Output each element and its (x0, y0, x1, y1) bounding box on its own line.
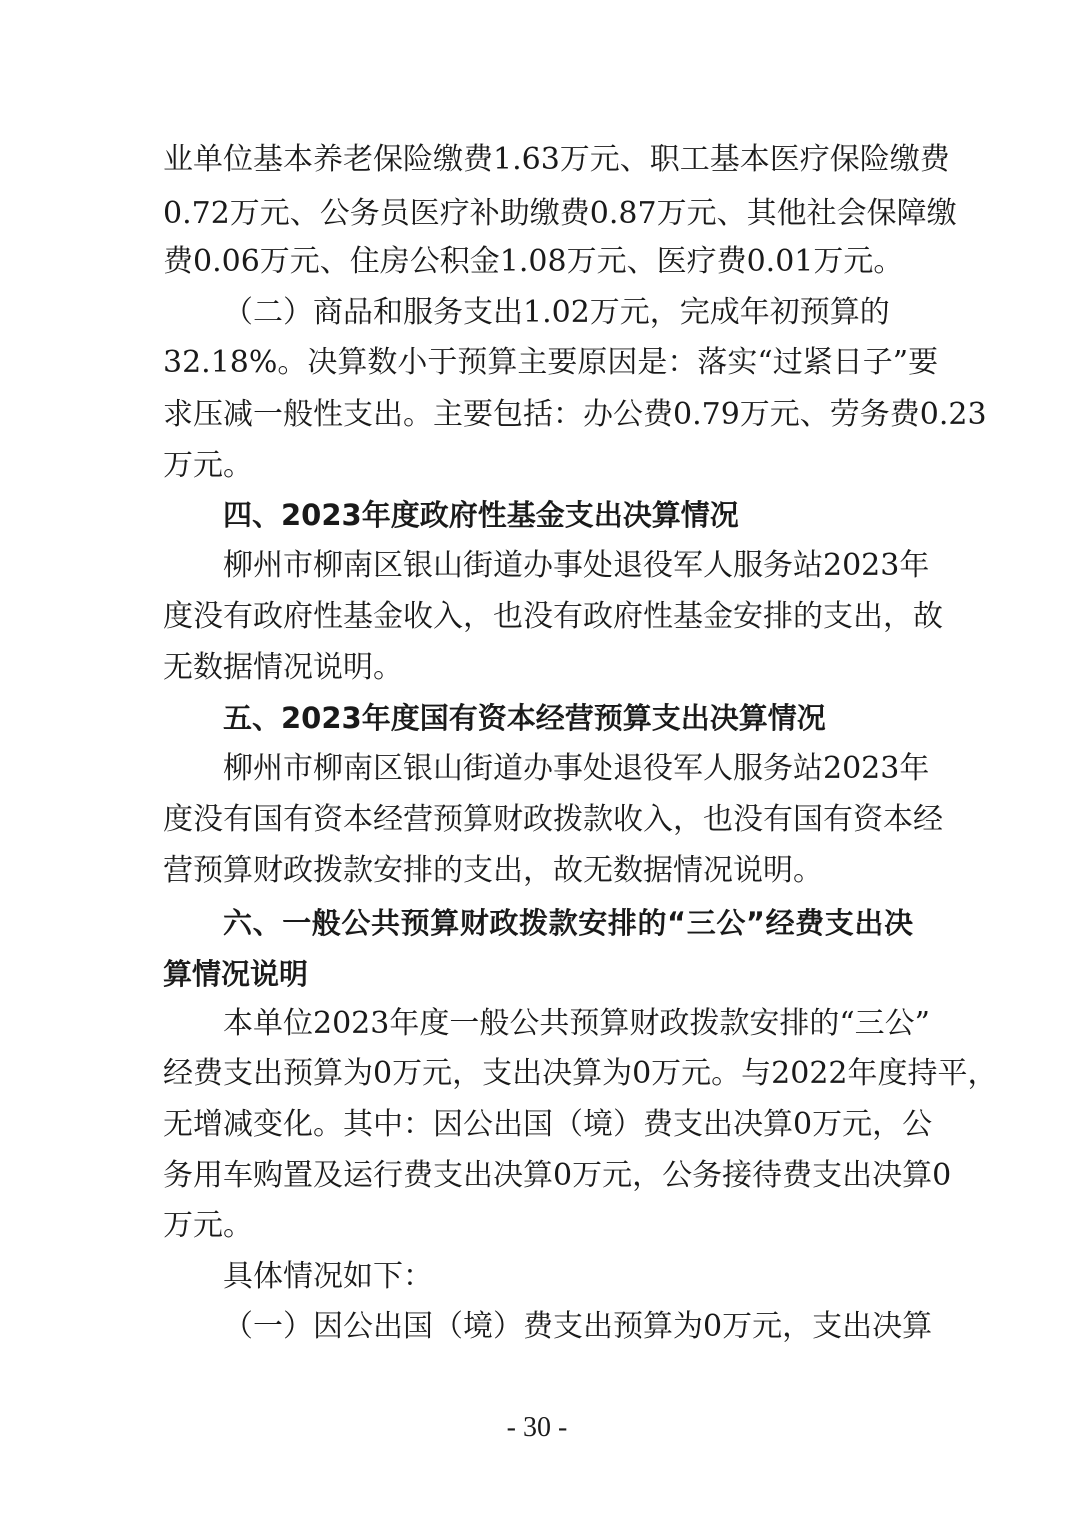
paragraph-line: 0.72万元、公务员医疗补助缴费0.87万元、其他社会保障缴 (163, 196, 957, 231)
paragraph-line: 无增减变化。其中：因公出国（境）费支出决算0万元，公 (163, 1107, 933, 1142)
paragraph-line: 无数据情况说明。 (163, 650, 403, 685)
paragraph-line: 费0.06万元、住房公积金1.08万元、医疗费0.01万元。 (163, 244, 904, 279)
paragraph-line: 万元。 (163, 448, 253, 483)
paragraph-line: 32.18%。决算数小于预算主要原因是：落实“过紧日子”要 (163, 345, 939, 380)
paragraph-line: 度没有政府性基金收入，也没有政府性基金安排的支出，故 (163, 599, 943, 634)
paragraph-line: （一）因公出国（境）费支出预算为0万元，支出决算 (223, 1309, 933, 1344)
section-heading: 算情况说明 (163, 957, 309, 991)
section-heading: 四、2023年度政府性基金支出决算情况 (223, 498, 739, 532)
paragraph-line: （二）商品和服务支出1.02万元，完成年初预算的 (223, 295, 890, 330)
paragraph-line: 业单位基本养老保险缴费1.63万元、职工基本医疗保险缴费 (163, 142, 950, 177)
paragraph-line: 营预算财政拨款安排的支出，故无数据情况说明。 (163, 853, 823, 888)
section-heading: 五、2023年度国有资本经营预算支出决算情况 (223, 701, 826, 735)
paragraph-line: 求压减一般性支出。主要包括：办公费0.79万元、劳务费0.23 (163, 397, 987, 432)
section-heading: 六、一般公共预算财政拨款安排的“三公”经费支出决 (223, 906, 913, 940)
paragraph-line: 本单位2023年度一般公共预算财政拨款安排的“三公” (223, 1006, 931, 1041)
page-number: - 30 - (506, 1412, 568, 1443)
paragraph-line: 经费支出预算为0万元，支出决算为0万元。与2022年度持平， (163, 1056, 998, 1091)
paragraph-line: 具体情况如下： (223, 1259, 433, 1294)
paragraph-line: 柳州市柳南区银山街道办事处退役军人服务站2023年 (223, 751, 930, 786)
paragraph-line: 度没有国有资本经营预算财政拨款收入，也没有国有资本经 (163, 802, 943, 837)
paragraph-line: 柳州市柳南区银山街道办事处退役军人服务站2023年 (223, 548, 930, 583)
paragraph-line: 万元。 (163, 1208, 253, 1243)
paragraph-line: 务用车购置及运行费支出决算0万元，公务接待费支出决算0 (163, 1158, 952, 1193)
